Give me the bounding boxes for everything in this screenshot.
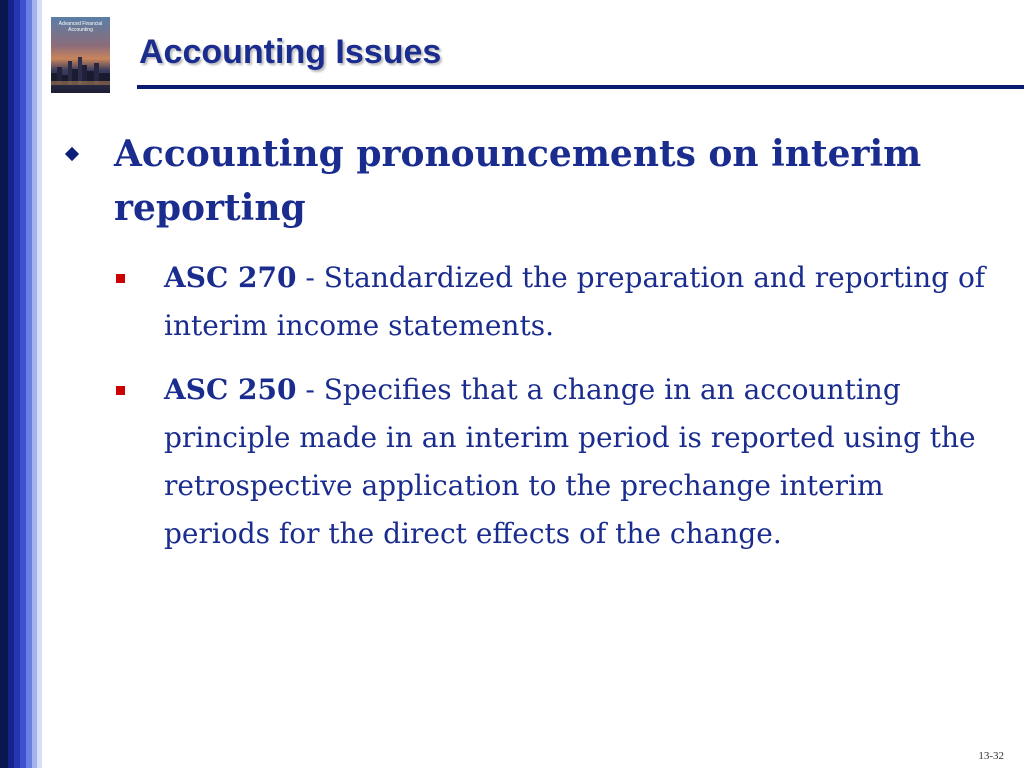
sub-bullet-description: - Specifies that a change in an accounting principle made in an interim period is reported using the retrospective application to the prechange interim periods for the direct effects of the change. [164,373,976,550]
book-cover-title: Advanced Financial Accounting [58,21,103,33]
title-underline-rule [137,85,1024,89]
left-decorative-bars [0,0,42,768]
sub-bullet-text [164,366,996,558]
slide-number: 13-32 [978,750,1004,762]
slide-title: Accounting Issues [139,33,442,71]
diamond-icon [65,147,79,161]
book-cover-authors [51,88,110,92]
square-icon [116,386,125,395]
sub-bullet-label: ASC 250 [164,373,297,406]
square-icon [116,274,125,283]
book-cover-thumbnail [51,17,110,93]
sub-bullet-description: - Standardized the preparation and reporting of interim income statements. [164,261,986,342]
left-bar [37,0,42,768]
sub-bullet-label: ASC 270 [164,261,297,294]
main-bullet-text: Accounting pronouncements on interim reporting [114,133,922,229]
left-bar [0,0,8,768]
skyline-image [51,55,110,85]
sub-bullet-text [164,254,996,350]
